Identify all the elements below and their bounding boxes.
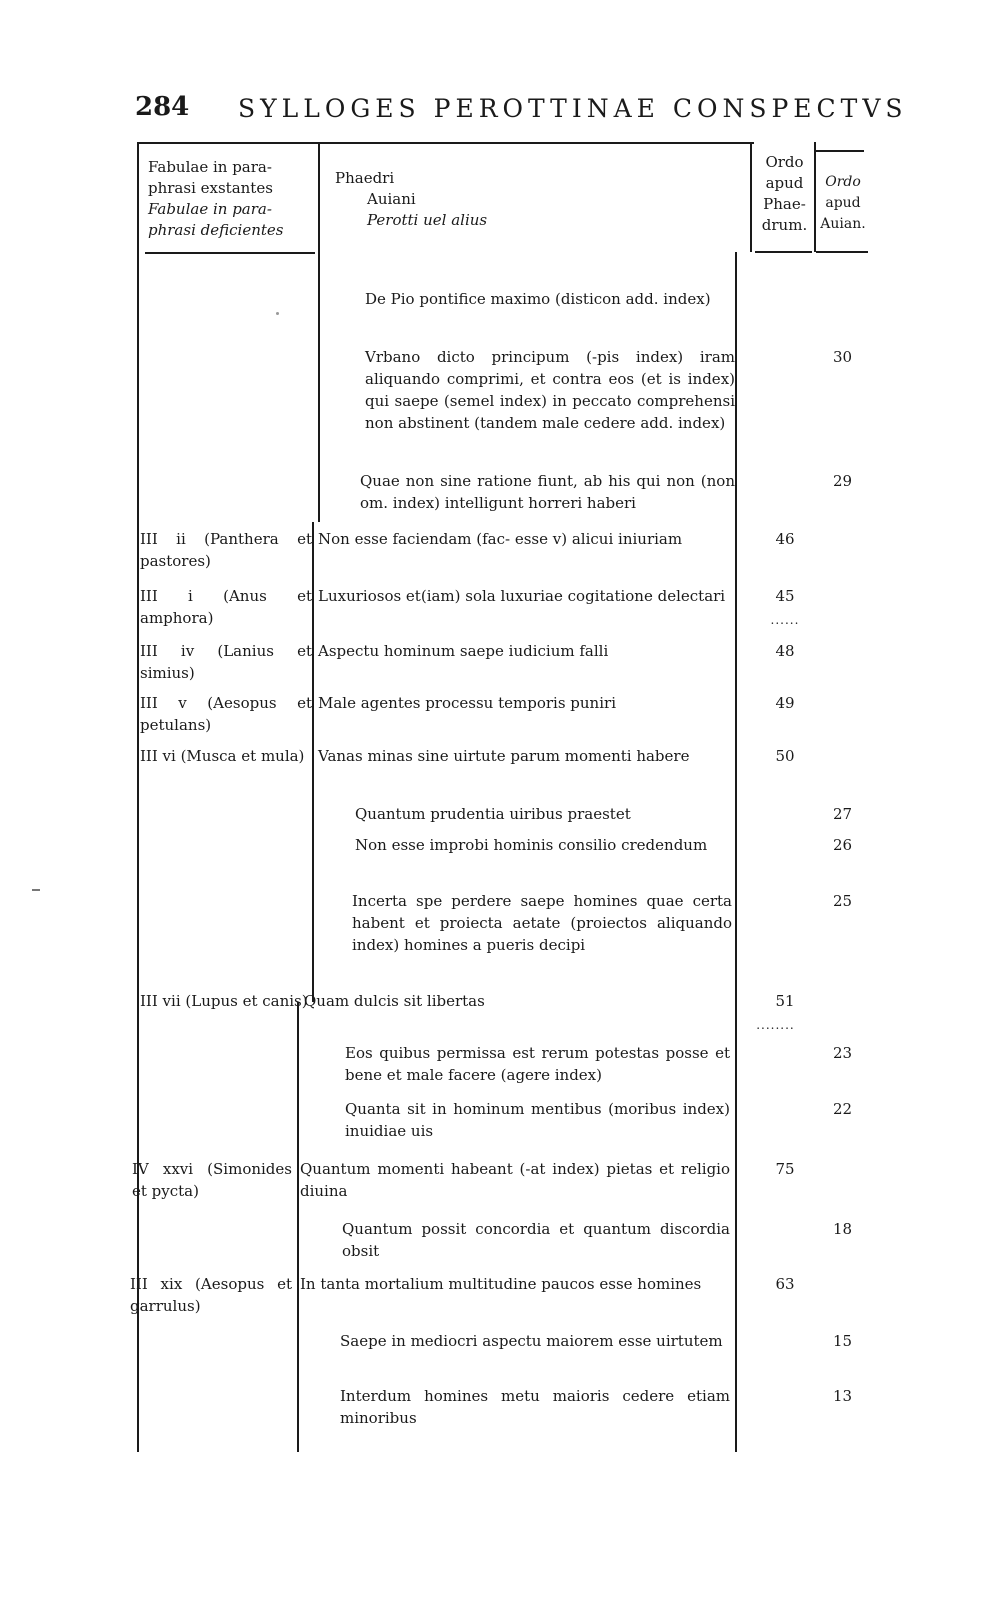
row-phaedrus: 48 <box>775 642 795 660</box>
row-fabula: III vii (Lupus et canis) <box>140 992 308 1010</box>
row-text: Quantum prudentia uiribus praestet <box>355 805 631 823</box>
row-text: Vrbano dicto principum (-pis index) iram aliquando comprimi, et contra eos (et is index) qui saepe (semel index) in peccato comprehensi non abstinent (tandem male cedere add. index) <box>365 348 735 432</box>
header-text: Fabulae in para- <box>148 200 272 218</box>
row-text: Quantum possit concordia et quantum discordia obsit <box>342 1220 730 1260</box>
row-text: Quanta sit in hominum mentibus (moribus index) inuidiae uis <box>345 1100 730 1140</box>
row-phaedrus: 45 <box>775 587 795 605</box>
row-phaedrus: 49 <box>775 694 795 712</box>
row-fabula: III xix (Aesopus et garrulus) <box>130 1275 292 1315</box>
row-auianus: 23 <box>832 1044 853 1062</box>
column-header-ordo-phaedrum <box>752 152 817 236</box>
header-rule <box>145 252 315 254</box>
header-text: Phae- <box>763 195 806 213</box>
header-text: phrasi deficientes <box>148 221 284 239</box>
row-text: Male agentes processu temporis puniri <box>318 694 616 712</box>
column-header-fabulae <box>148 157 318 241</box>
table-top-border <box>137 142 754 144</box>
column-divider-1-bottom <box>297 1002 299 1452</box>
header-text: apud <box>825 195 861 211</box>
header-text: Ordo <box>825 174 861 190</box>
row-text: Non esse faciendam (fac- esse v) alicui iniuriam <box>318 530 683 548</box>
header-text: Phaedri <box>335 169 395 187</box>
row-phaedrus: 75 <box>775 1160 795 1178</box>
row-auianus: 13 <box>832 1387 853 1405</box>
row-leader-dots: ........ <box>756 1018 795 1032</box>
column-divider-2-lower <box>735 252 737 1452</box>
row-auianus: 15 <box>832 1332 853 1350</box>
row-fabula: III i (Anus et amphora) <box>140 587 312 627</box>
column-divider-1 <box>318 142 320 522</box>
table-left-border <box>137 142 139 1452</box>
header-text: Auiani <box>367 190 416 208</box>
header-text: phrasi exstantes <box>148 179 273 197</box>
header-rule-right <box>816 251 868 253</box>
row-phaedrus: 50 <box>775 747 795 765</box>
row-fabula: IV xxvi (Simonides et pycta) <box>132 1160 292 1200</box>
row-fabula: III vi (Musca et mula) <box>140 747 305 765</box>
row-text: Saepe in mediocri aspectu maiorem esse uirtutem <box>340 1332 723 1350</box>
header-rule-mid <box>755 251 812 253</box>
running-title: SYLLOGES PEROTTINAE CONSPECTVS <box>238 94 908 123</box>
row-text: Luxuriosos et(iam) sola luxuriae cogitatione delectari <box>318 587 726 605</box>
row-auianus: 25 <box>832 892 853 910</box>
row-auianus: 26 <box>832 836 853 854</box>
header-text: Ordo <box>765 153 804 171</box>
column-header-sources <box>335 168 755 231</box>
row-text: Incerta spe perdere saepe homines quae certa habent et proiecta aetate (proiectos aliquando index) homines a pueris decipi <box>352 892 732 954</box>
row-text: Quae non sine ratione fiunt, ab his qui non (non om. index) intelligunt horreri haberi <box>360 472 735 512</box>
header-text: drum. <box>761 216 808 234</box>
row-fabula: III v (Aesopus et petulans) <box>140 694 312 734</box>
row-fabula: III iv (Lanius et simius) <box>140 642 312 682</box>
row-phaedrus: 51 <box>775 992 795 1010</box>
scan-mark <box>32 889 40 891</box>
column-header-ordo-auianum <box>818 172 868 235</box>
row-text: Quantum momenti habeant (-at index) pietas et religio diuina <box>300 1160 730 1200</box>
row-text: Vanas minas sine uirtute parum momenti habere <box>318 747 690 765</box>
header-text: Auian. <box>820 216 866 232</box>
row-text: Aspectu hominum saepe iudicium falli <box>318 642 609 660</box>
row-text: In tanta mortalium multitudine paucos esse homines <box>300 1275 702 1293</box>
column-divider-1-lower <box>312 522 314 1002</box>
row-auianus: 18 <box>832 1220 853 1238</box>
row-text: Quam dulcis sit libertas <box>304 992 485 1010</box>
row-text: Interdum homines metu maioris cedere etiam minoribus <box>340 1387 730 1427</box>
scan-speck <box>276 312 279 315</box>
row-phaedrus: 63 <box>775 1275 795 1293</box>
row-text: De Pio pontifice maximo (disticon add. index) <box>365 290 711 308</box>
header-text: Fabulae in para- <box>148 158 272 176</box>
page-number: 284 <box>135 92 190 122</box>
row-fabula: III ii (Panthera et pastores) <box>140 530 312 570</box>
row-auianus: 29 <box>832 472 853 490</box>
row-leader-dots: ...... <box>770 613 800 627</box>
row-auianus: 27 <box>832 805 853 823</box>
header-text: apud <box>765 174 804 192</box>
header-text: Perotti uel alius <box>367 211 488 229</box>
row-auianus: 22 <box>832 1100 853 1118</box>
row-phaedrus: 46 <box>775 530 795 548</box>
table-top-border-right <box>814 150 864 152</box>
row-text: Eos quibus permissa est rerum potestas posse et bene et male facere (agere index) <box>345 1044 730 1084</box>
row-auianus: 30 <box>832 348 853 366</box>
row-text: Non esse improbi hominis consilio credendum <box>355 836 708 854</box>
